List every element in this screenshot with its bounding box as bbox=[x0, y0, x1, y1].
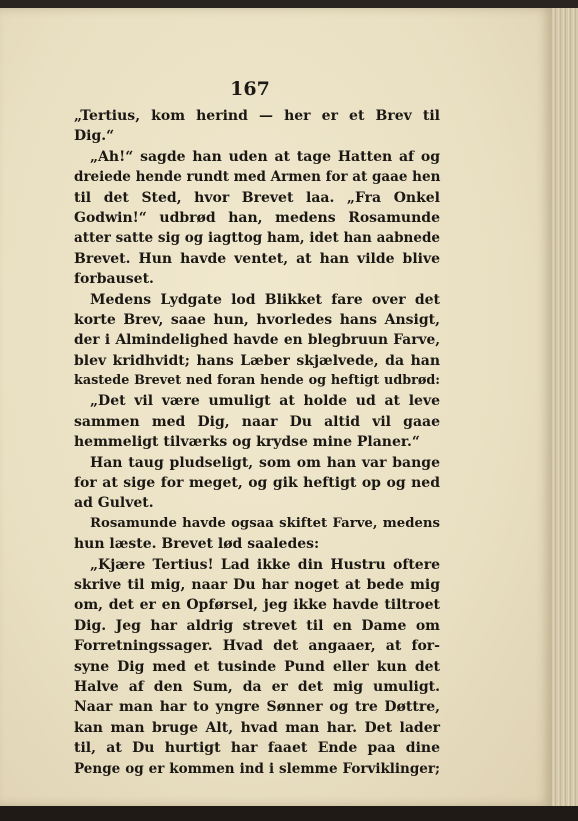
text-line: hun læste. Brevet lød saaledes: bbox=[74, 536, 320, 553]
text-line: dreiede hende rundt med Armen for at gaae hen bbox=[74, 169, 441, 186]
text-line: Han taug pludseligt, som om han var bange bbox=[90, 454, 440, 471]
text-line: korte Brev, saae hun, hvorledes hans Ansigt, bbox=[74, 311, 440, 328]
text-line: Rosamunde havde ogsaa skiftet Farve, medens bbox=[90, 515, 440, 531]
text-line: Forretningssager. Hvad det angaaer, at for- bbox=[74, 638, 440, 655]
text-line: Dig. Jeg har aldrig strevet til en Dame om bbox=[74, 617, 440, 634]
text-line: „Ah!“ sagde han uden at tage Hatten af og bbox=[90, 148, 440, 165]
text-line: „Kjære Tertius! Lad ikke din Hustru oftere bbox=[90, 556, 440, 573]
text-line: atter satte sig og iagttog ham, idet han aabnede bbox=[74, 230, 440, 247]
text-line: hemmeligt tilværks og krydse mine Planer.“ bbox=[74, 434, 420, 451]
body-text bbox=[74, 106, 440, 779]
text-line: til, at Du hurtigt har faaet Ende paa dine bbox=[74, 740, 440, 757]
text-line: syne Dig med et tusinde Pund eller kun det bbox=[74, 658, 440, 675]
text-line: blev kridhvidt; hans Læber skjælvede, da han bbox=[74, 352, 440, 369]
text-line: Dig.“ bbox=[74, 128, 115, 145]
text-line: Godwin!“ udbrød han, medens Rosamunde bbox=[74, 209, 440, 226]
text-line: kastede Brevet ned foran hende og heftigt udbrød: bbox=[74, 373, 440, 389]
text-line: Penge og er kommen ind i slemme Forviklinger; bbox=[74, 760, 440, 777]
text-line: ad Gulvet. bbox=[74, 495, 154, 512]
page-number: 167 bbox=[230, 78, 270, 100]
book-cover-edge bbox=[0, 806, 578, 821]
text-line: kan man bruge Alt, hvad man har. Det lader bbox=[74, 719, 440, 736]
page-edges bbox=[552, 8, 578, 806]
text-line: „Tertius, kom herind — her er et Brev til bbox=[74, 108, 440, 124]
text-line: forbauset. bbox=[74, 271, 154, 288]
text-line: om, det er en Opførsel, jeg ikke havde tiltroet bbox=[74, 597, 440, 614]
text-line: „Det vil være umuligt at holde ud at leve bbox=[90, 393, 440, 410]
text-line: sammen med Dig, naar Du altid vil gaae bbox=[74, 413, 440, 430]
text-line: Brevet. Hun havde ventet, at han vilde blive bbox=[74, 250, 440, 267]
text-line: Medens Lydgate lod Blikket fare over det bbox=[90, 291, 440, 308]
text-line: Naar man har to yngre Sønner og tre Døttre, bbox=[74, 699, 440, 716]
text-line: skrive til mig, naar Du har noget at bede mig bbox=[74, 576, 440, 593]
text-line: der i Almindelighed havde en blegbruun Farve, bbox=[74, 332, 440, 349]
text-line: Halve af den Sum, da er det mig umuligt. bbox=[74, 678, 440, 695]
text-line: til det Sted, hvor Brevet laa. „Fra Onkel bbox=[74, 189, 440, 206]
text-line: for at sige for meget, og gik heftigt op og ned bbox=[74, 475, 440, 492]
